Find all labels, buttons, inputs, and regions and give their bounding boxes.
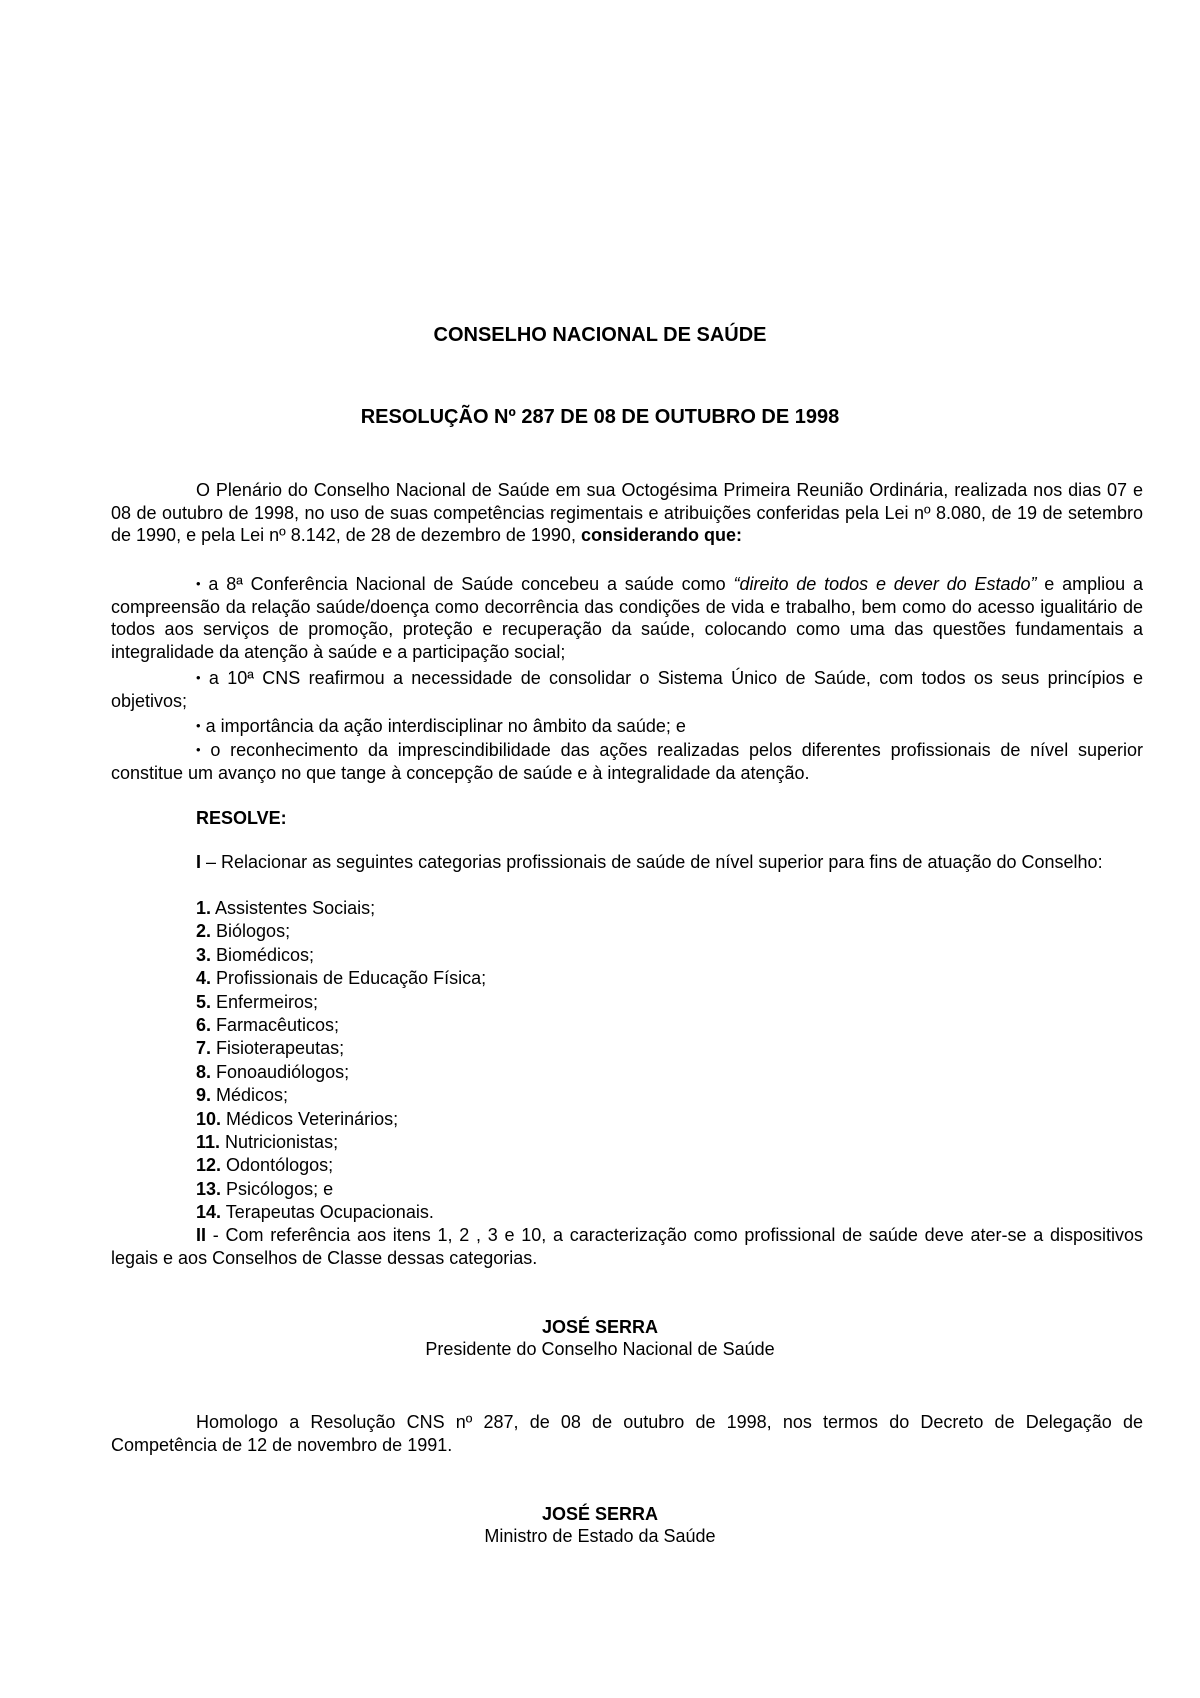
- list-item-number: 13.: [196, 1178, 222, 1199]
- list-item-number: 3.: [196, 944, 212, 965]
- bullet-icon: •: [196, 718, 201, 733]
- consideration-1: [111, 573, 1143, 663]
- list-item: [196, 1201, 486, 1224]
- list-item-number: 2.: [196, 921, 212, 942]
- resolve-item-1: [111, 851, 1143, 874]
- consideration-1-quote: “direito de todos e dever do Estado”: [733, 574, 1037, 594]
- consideration-4: [111, 739, 1143, 784]
- list-item-label: Assistentes Sociais;: [211, 898, 376, 918]
- resolve-heading: RESOLVE:: [196, 808, 287, 828]
- signatory-title: Ministro de Estado da Saúde: [484, 1526, 716, 1546]
- resolve-item-1-text: – Relacionar as seguintes categorias profissionais de saúde de nível superior para fins de atuação do Conselho:: [201, 852, 1103, 872]
- list-item-label: Médicos Veterinários;: [221, 1108, 399, 1129]
- list-item: [196, 897, 486, 920]
- preamble-text: O Plenário do Conselho Nacional de Saúde em sua Octogésima Primeira Reunião Ordinária, realizada nos dias 07 e 08 de outubro de 1998, no uso de suas competências regimentais e atribuições conferidas pela Lei nº 8.080, de 19 de setembro de 1990, e pela Lei nº 8.142, de 28 de dezembro de 1990,: [111, 480, 1143, 545]
- list-item-number: 8.: [196, 1061, 212, 1082]
- organization-title: CONSELHO NACIONAL DE SAÚDE: [433, 324, 767, 346]
- list-item-number: 4.: [196, 968, 212, 989]
- list-item-label: Terapeutas Ocupacionais.: [221, 1202, 434, 1223]
- consideration-3-text: a importância da ação interdisciplinar no âmbito da saúde; e: [205, 716, 686, 736]
- list-item-label: Biólogos;: [211, 921, 291, 942]
- list-item: [196, 1014, 486, 1037]
- list-item-label: Fisioterapeutas;: [211, 1038, 345, 1059]
- signature-block-2: [0, 1503, 1200, 1547]
- list-item: [196, 920, 486, 943]
- bullet-icon: •: [196, 670, 201, 685]
- resolution-title: RESOLUÇÃO Nº 287 DE 08 DE OUTUBRO DE 1998: [360, 406, 840, 428]
- resolve-item-2: [111, 1224, 1143, 1269]
- list-item-number: 1.: [196, 898, 212, 918]
- list-item-label: Profissionais de Educação Física;: [211, 968, 487, 989]
- list-item-label: Farmacêuticos;: [211, 1015, 340, 1036]
- list-item: [196, 967, 486, 990]
- list-item-number: 6.: [196, 1015, 212, 1036]
- list-item-number: 10.: [196, 1108, 222, 1129]
- consideration-3: [111, 715, 1143, 738]
- list-item-number: 14.: [196, 1202, 222, 1223]
- preamble-considering: considerando que:: [580, 525, 742, 545]
- list-item-label: Psicólogos; e: [221, 1178, 334, 1199]
- list-item-label: Odontólogos;: [221, 1155, 334, 1176]
- list-item: [196, 1037, 486, 1060]
- list-item-number: 9.: [196, 1085, 212, 1106]
- resolve-item-2-text: - Com referência aos itens 1, 2 , 3 e 10, a caracterização como profissional de saúde deve ater-se a dispositivos legais e aos Conselhos de Classe dessas categorias.: [111, 1225, 1143, 1268]
- signatory-title: Presidente do Conselho Nacional de Saúde: [425, 1339, 775, 1359]
- consideration-4-text: o reconhecimento da imprescindibilidade das ações realizadas pelos diferentes profissionais de nível superior constitue um avanço no que tange à concepção de saúde e à integralidade da atenção.: [111, 740, 1143, 783]
- list-item: [196, 1154, 486, 1177]
- list-item: [196, 1131, 486, 1154]
- list-item-label: Biomédicos;: [211, 944, 315, 965]
- resolve-item-2-number: II: [196, 1225, 207, 1245]
- bullet-icon: •: [196, 742, 201, 757]
- signature-block-1: [0, 1316, 1200, 1360]
- consideration-1-pre: a 8ª Conferência Nacional de Saúde concebeu a saúde como: [208, 574, 734, 594]
- list-item-number: 12.: [196, 1155, 222, 1176]
- signatory-name: JOSÉ SERRA: [541, 1317, 659, 1337]
- consideration-1-post: e ampliou a compreensão da relação saúde/doença como decorrência das condições de vida e trabalho, bem como do acesso igualitário de todos aos serviços de promoção, proteção e recuperação da saúde, colocando como uma das questões fundamentais a integralidade da atenção à saúde e a participação social;: [111, 574, 1143, 662]
- preamble-paragraph: [111, 479, 1143, 547]
- list-item: [196, 991, 486, 1014]
- consideration-2-text: a 10ª CNS reafirmou a necessidade de consolidar o Sistema Único de Saúde, com todos os seus princípios e objetivos;: [111, 668, 1143, 711]
- list-item-number: 5.: [196, 991, 212, 1012]
- resolve-item-1-number: I: [196, 852, 202, 872]
- list-item: [196, 944, 486, 967]
- list-item: [196, 1108, 486, 1131]
- signatory-name: JOSÉ SERRA: [541, 1504, 659, 1524]
- category-list: [196, 897, 486, 1225]
- list-item-label: Fonoaudiólogos;: [211, 1061, 350, 1082]
- list-item: [196, 1061, 486, 1084]
- list-item: [196, 1178, 486, 1201]
- list-item-label: Médicos;: [211, 1085, 289, 1106]
- consideration-2: [111, 667, 1143, 712]
- homologation-paragraph: Homologo a Resolução CNS nº 287, de 08 de outubro de 1998, nos termos do Decreto de Delegação de Competência de 12 de novembro de 1991.: [111, 1412, 1143, 1455]
- list-item: [196, 1084, 486, 1107]
- list-item-number: 7.: [196, 1038, 212, 1059]
- list-item-number: 11.: [196, 1132, 221, 1153]
- list-item-label: Nutricionistas;: [220, 1132, 339, 1153]
- bullet-icon: •: [196, 576, 201, 591]
- list-item-label: Enfermeiros;: [211, 991, 319, 1012]
